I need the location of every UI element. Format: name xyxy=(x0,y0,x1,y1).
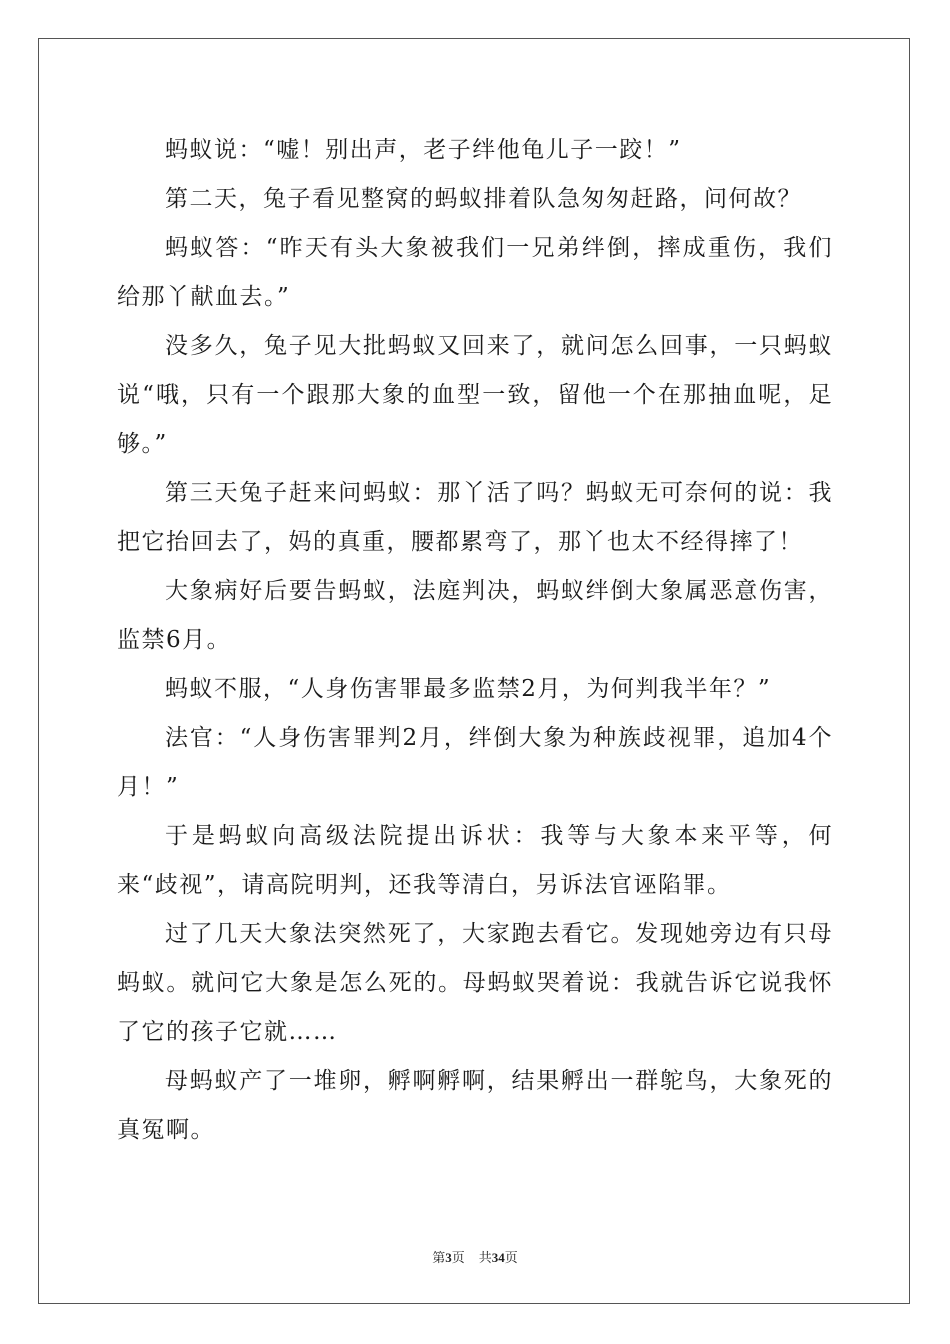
paragraph: 大象病好后要告蚂蚁，法庭判决，蚂蚁绊倒大象属恶意伤害，监禁6月。 xyxy=(117,578,833,653)
paragraph: 蚂蚁答：“昨天有头大象被我们一兄弟绊倒，摔成重伤，我们给那丫献血去。” xyxy=(117,235,833,310)
page-suffix: 页 xyxy=(451,1250,465,1265)
paragraph: 过了几天大象法突然死了，大家跑去看它。发现她旁边有只母蚂蚁。就问它大象是怎么死的。母蚂蚁哭着说：我就告诉它说我怀了它的孩子它就…… xyxy=(117,921,833,1045)
total-suffix: 页 xyxy=(504,1250,518,1265)
paragraph: 蚂蚁不服，“人身伤害罪最多监禁2月，为何判我半年？” xyxy=(165,676,772,702)
page-number: 3 xyxy=(445,1250,452,1265)
page-footer xyxy=(0,1247,950,1266)
paragraph: 第二天，兔子看见整窝的蚂蚁排着队急匆匆赶路，问何故？ xyxy=(165,186,802,212)
paragraph: 蚂蚁说：“嘘！别出声，老子绊他龟儿子一跤！” xyxy=(165,137,682,163)
total-pages: 34 xyxy=(491,1250,505,1265)
paragraph: 没多久，兔子见大批蚂蚁又回来了，就问怎么回事，一只蚂蚁说“哦，只有一个跟那大象的血型一致，留他一个在那抽血呢，足够。” xyxy=(117,333,833,457)
total-prefix: 共 xyxy=(478,1250,492,1265)
page-prefix: 第 xyxy=(432,1250,446,1265)
paragraph: 母蚂蚁产了一堆卵，孵啊孵啊，结果孵出一群鸵鸟，大象死的真冤啊。 xyxy=(117,1068,833,1143)
paragraph: 于是蚂蚁向高级法院提出诉状：我等与大象本来平等，何来“歧视”，请高院明判，还我等清白，另诉法官诬陷罪。 xyxy=(117,823,833,898)
paragraph: 法官：“人身伤害罪判2月，绊倒大象为种族歧视罪，追加4个月！” xyxy=(117,725,833,800)
paragraph: 第三天兔子赶来问蚂蚁：那丫活了吗？蚂蚁无可奈何的说：我把它抬回去了，妈的真重，腰都累弯了，那丫也太不经得摔了！ xyxy=(117,480,833,555)
document-body xyxy=(117,126,833,1155)
